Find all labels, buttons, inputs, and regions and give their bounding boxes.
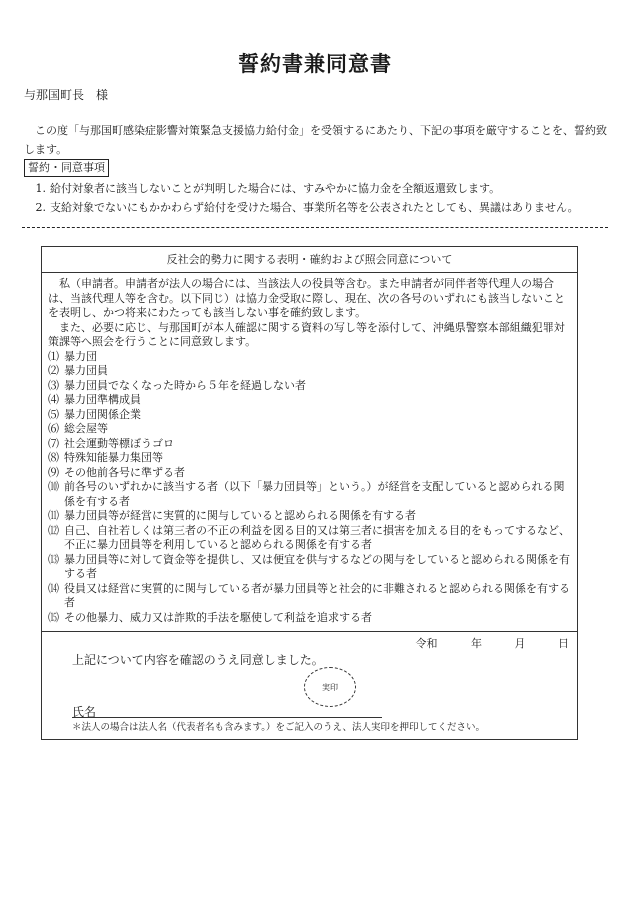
category-list bbox=[48, 350, 574, 626]
category-number: ⑽ bbox=[48, 480, 59, 493]
category-text: 自己、自社若しくは第三者の不正の利益を図る目的又は第三者に損害を加える目的をもってするなど、不正に暴力団員等を利用していると認められる関係を有する者 bbox=[64, 523, 570, 551]
category-text: 役員又は経営に実質的に関与している者が暴力団員等と社会的に非難されると認められる関係を有する者 bbox=[64, 581, 570, 609]
category-item bbox=[48, 422, 574, 437]
seal-stamp-area[interactable]: 実印 bbox=[304, 667, 356, 707]
pledge-number: 1. bbox=[35, 182, 46, 195]
signature-divider bbox=[42, 631, 577, 632]
cut-line-divider bbox=[22, 227, 608, 228]
category-text: その他前各号に準ずる者 bbox=[64, 465, 185, 479]
category-item bbox=[48, 451, 574, 466]
pledge-item bbox=[24, 198, 614, 217]
pledge-heading: 誓約・同意事項 bbox=[24, 159, 109, 177]
category-text: 前各号のいずれかに該当する者（以下「暴力団員等」という。）が経営を支配していると認められる関係を有する者 bbox=[64, 480, 565, 508]
name-label: 氏名 bbox=[72, 705, 97, 719]
category-item bbox=[48, 611, 574, 626]
category-text: 総会屋等 bbox=[64, 422, 108, 435]
category-text: 暴力団員でなくなった時から５年を経過しない者 bbox=[64, 378, 306, 392]
date-row bbox=[416, 635, 570, 651]
category-text: 社会運動等標ぼうゴロ bbox=[64, 436, 174, 450]
category-number: ⑹ bbox=[48, 422, 59, 435]
category-number: ⑺ bbox=[48, 436, 59, 450]
category-text: 暴力団員等に対して資金等を提供し、又は便宜を供与するなどの関与をしていると認められる関係を有する者 bbox=[64, 552, 570, 580]
category-text: 特殊知能暴力集団等 bbox=[64, 451, 163, 464]
category-item bbox=[48, 364, 574, 379]
category-item bbox=[48, 379, 574, 394]
category-item bbox=[48, 408, 574, 423]
declaration-body bbox=[48, 277, 574, 625]
category-number: ⑵ bbox=[48, 364, 59, 377]
consent-paragraph: また、必要に応じ、与那国町が本人確認に関する資料の写し等を添付して、沖縄県警察本部組織犯罪対策課等へ照会を行うことに同意致します。 bbox=[48, 320, 565, 348]
category-item bbox=[48, 524, 574, 553]
category-item bbox=[48, 437, 574, 452]
document-title: 誓約書兼同意書 bbox=[238, 51, 392, 76]
box-title: 反社会的勢力に関する表明・確約および照会同意について bbox=[42, 247, 577, 273]
antisocial-declaration-box bbox=[41, 246, 578, 740]
date-year: 年 bbox=[471, 637, 482, 650]
category-item bbox=[48, 350, 574, 365]
category-number: ⒀ bbox=[48, 552, 59, 566]
pledge-text: 支給対象でないにもかかわらず給付を受けた場合、事業所名等を公表されたとしても、異議はありません。 bbox=[50, 201, 579, 214]
category-item bbox=[48, 582, 574, 611]
category-number: ⑸ bbox=[48, 407, 59, 421]
category-text: 暴力団員等が経営に実質的に関与していると認められる関係を有する者 bbox=[64, 509, 416, 522]
category-item bbox=[48, 509, 574, 524]
category-number: ⒂ bbox=[48, 610, 59, 624]
category-text: 暴力団員 bbox=[64, 364, 108, 377]
pledge-text: 給付対象者に該当しないことが判明した場合には、すみやかに協力金を全額返還致します。 bbox=[50, 182, 501, 195]
category-item bbox=[48, 553, 574, 582]
category-item bbox=[48, 480, 574, 509]
signature-note: ＊法人の場合は法人名（代表者名も含みます。）をご記入のうえ、法人実印を押印してください。 bbox=[72, 722, 486, 733]
category-number: ⑾ bbox=[48, 509, 59, 522]
addressee: 与那国町長 様 bbox=[24, 88, 109, 102]
date-month: 月 bbox=[514, 637, 526, 650]
category-number: ⑼ bbox=[48, 465, 59, 479]
category-text: その他暴力、威力又は詐欺的手法を駆使して利益を追求する者 bbox=[64, 610, 372, 624]
consent-statement: 上記について内容を確認のうえ同意しました。 bbox=[72, 653, 324, 667]
category-number: ⑷ bbox=[48, 393, 59, 406]
pledge-item bbox=[24, 179, 614, 198]
category-number: ⑿ bbox=[48, 523, 59, 537]
category-number: ⑻ bbox=[48, 451, 59, 464]
pledge-number: 2. bbox=[35, 201, 46, 214]
category-number: ⑶ bbox=[48, 378, 59, 392]
date-day: 日 bbox=[558, 637, 569, 650]
category-item bbox=[48, 393, 574, 408]
category-text: 暴力団準構成員 bbox=[64, 393, 141, 406]
category-text: 暴力団 bbox=[64, 349, 97, 363]
declaration-paragraph: 私（申請者。申請者が法人の場合には、当該法人の役員等含む。また申請者が同伴者等代理人の場合は、当該代理人等を含む。以下同じ）は協力金受取に際し、現在、次の各号のいずれにも該当しないことを表明し、かつ将来にわたっても該当しない事を確約致します。 bbox=[48, 277, 565, 319]
category-text: 暴力団関係企業 bbox=[64, 407, 141, 421]
intro-paragraph: この度「与那国町感染症影響対策緊急支援協力給付金」を受領するにあたり、下記の事項を厳守することを、誓約致します。 bbox=[24, 124, 607, 156]
category-number: ⑴ bbox=[48, 349, 59, 363]
date-era: 令和 bbox=[415, 637, 438, 650]
name-field[interactable] bbox=[72, 717, 382, 718]
pledge-list bbox=[24, 179, 614, 217]
category-item bbox=[48, 466, 574, 481]
category-number: ⒁ bbox=[48, 581, 59, 595]
